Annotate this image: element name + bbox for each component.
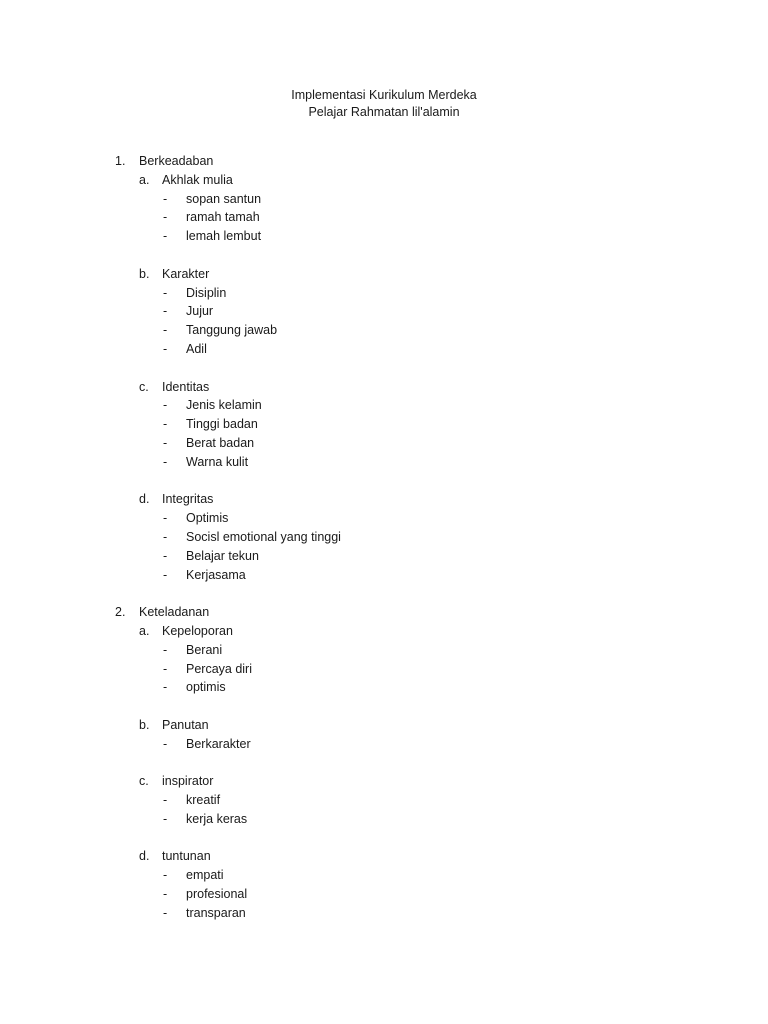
blank-line	[0, 246, 768, 265]
list-item-text: Kerjasama	[186, 567, 246, 582]
list-item-text: Belajar tekun	[186, 548, 259, 563]
list-item	[0, 321, 768, 340]
subsection-heading	[0, 378, 768, 397]
subsection-letter: c.	[139, 774, 149, 789]
bullet-dash: -	[163, 398, 168, 413]
bullet-dash: -	[163, 905, 168, 920]
list-item-text: Socisl emotional yang tinggi	[186, 529, 341, 544]
list-item-text: optimis	[186, 680, 226, 695]
subsection-letter: a.	[139, 623, 150, 638]
list-item	[0, 660, 768, 679]
bullet-dash: -	[163, 887, 168, 902]
list-item-text: Optimis	[186, 511, 229, 526]
list-item	[0, 509, 768, 528]
bullet-dash: -	[163, 191, 168, 206]
subsection-title: tuntunan	[162, 849, 211, 864]
list-item	[0, 415, 768, 434]
subsection-title: Karakter	[162, 266, 210, 281]
subsection-letter: b.	[139, 717, 150, 732]
outline-list	[0, 152, 768, 923]
document-subtitle: Pelajar Rahmatan lil'alamin	[308, 105, 460, 119]
bullet-dash: -	[163, 341, 168, 356]
bullet-dash: -	[163, 304, 168, 319]
bullet-dash: -	[163, 642, 168, 657]
list-item-text: kerja keras	[186, 811, 248, 826]
list-item-text: lemah lembut	[186, 229, 262, 244]
bullet-dash: -	[163, 868, 168, 883]
list-item-text: ramah tamah	[186, 210, 260, 225]
list-item-text: Jenis kelamin	[186, 398, 262, 413]
subsection-title: Kepeloporan	[162, 623, 233, 638]
list-item	[0, 302, 768, 321]
subsection-letter: d.	[139, 492, 150, 507]
list-item	[0, 547, 768, 566]
list-item	[0, 227, 768, 246]
subsection-title: Integritas	[162, 492, 214, 507]
list-item	[0, 885, 768, 904]
bullet-dash: -	[163, 529, 168, 544]
list-item-text: Percaya diri	[186, 661, 252, 676]
list-item	[0, 284, 768, 303]
section-heading	[0, 603, 768, 622]
blank-line	[0, 697, 768, 716]
list-item	[0, 190, 768, 209]
bullet-dash: -	[163, 417, 168, 432]
subsection-title: inspirator	[162, 774, 214, 789]
list-item-text: transparan	[186, 905, 246, 920]
list-item	[0, 641, 768, 660]
bullet-dash: -	[163, 548, 168, 563]
subsection-heading	[0, 716, 768, 735]
list-item	[0, 566, 768, 585]
list-item	[0, 396, 768, 415]
list-item	[0, 810, 768, 829]
bullet-dash: -	[163, 323, 168, 338]
blank-line	[0, 584, 768, 603]
section-title: Keteladanan	[139, 605, 210, 620]
list-item-text: Berat badan	[186, 435, 255, 450]
list-item	[0, 208, 768, 227]
subsection-heading	[0, 490, 768, 509]
list-item	[0, 528, 768, 547]
bullet-dash: -	[163, 811, 168, 826]
bullet-dash: -	[163, 435, 168, 450]
list-item	[0, 453, 768, 472]
list-item-text: Jujur	[186, 304, 214, 319]
list-item-text: Adil	[186, 341, 207, 356]
list-item-text: Tinggi badan	[186, 417, 258, 432]
section-number: 1.	[115, 154, 126, 168]
list-item-text: sopan santun	[186, 191, 262, 206]
list-item-text: Berani	[186, 642, 223, 657]
subsection-letter: d.	[139, 849, 150, 864]
list-item-text: Tanggung jawab	[186, 323, 278, 338]
list-item-text: Warna kulit	[186, 454, 249, 469]
document-title: Implementasi Kurikulum Merdeka	[291, 88, 477, 102]
subsection-heading	[0, 622, 768, 641]
bullet-dash: -	[163, 511, 168, 526]
list-item-text: Berkarakter	[186, 736, 251, 751]
list-item	[0, 340, 768, 359]
section-number: 2.	[115, 605, 126, 620]
blank-line	[0, 359, 768, 378]
list-item-text: profesional	[186, 887, 248, 902]
section-heading	[0, 152, 768, 171]
list-item	[0, 866, 768, 885]
blank-line	[0, 829, 768, 848]
subsection-title: Panutan	[162, 717, 209, 732]
subsection-title: Akhlak mulia	[162, 172, 233, 187]
blank-line	[0, 754, 768, 773]
subsection-letter: b.	[139, 266, 150, 281]
subsection-letter: a.	[139, 172, 150, 187]
subsection-heading	[0, 847, 768, 866]
list-item-text: kreatif	[186, 793, 221, 808]
subsection-title: Identitas	[162, 379, 210, 394]
bullet-dash: -	[163, 229, 168, 244]
list-item	[0, 791, 768, 810]
bullet-dash: -	[163, 680, 168, 695]
list-item-text: Disiplin	[186, 285, 227, 300]
bullet-dash: -	[163, 210, 168, 225]
subsection-letter: c.	[139, 379, 149, 394]
blank-line	[0, 472, 768, 491]
list-item	[0, 904, 768, 923]
list-item	[0, 434, 768, 453]
bullet-dash: -	[163, 793, 168, 808]
bullet-dash: -	[163, 454, 168, 469]
bullet-dash: -	[163, 285, 168, 300]
list-item	[0, 678, 768, 697]
list-item-text: empati	[186, 868, 224, 883]
subsection-heading	[0, 171, 768, 190]
list-item	[0, 735, 768, 754]
bullet-dash: -	[163, 736, 168, 751]
subsection-heading	[0, 265, 768, 284]
section-title: Berkeadaban	[139, 154, 214, 168]
bullet-dash: -	[163, 567, 168, 582]
bullet-dash: -	[163, 661, 168, 676]
subsection-heading	[0, 772, 768, 791]
